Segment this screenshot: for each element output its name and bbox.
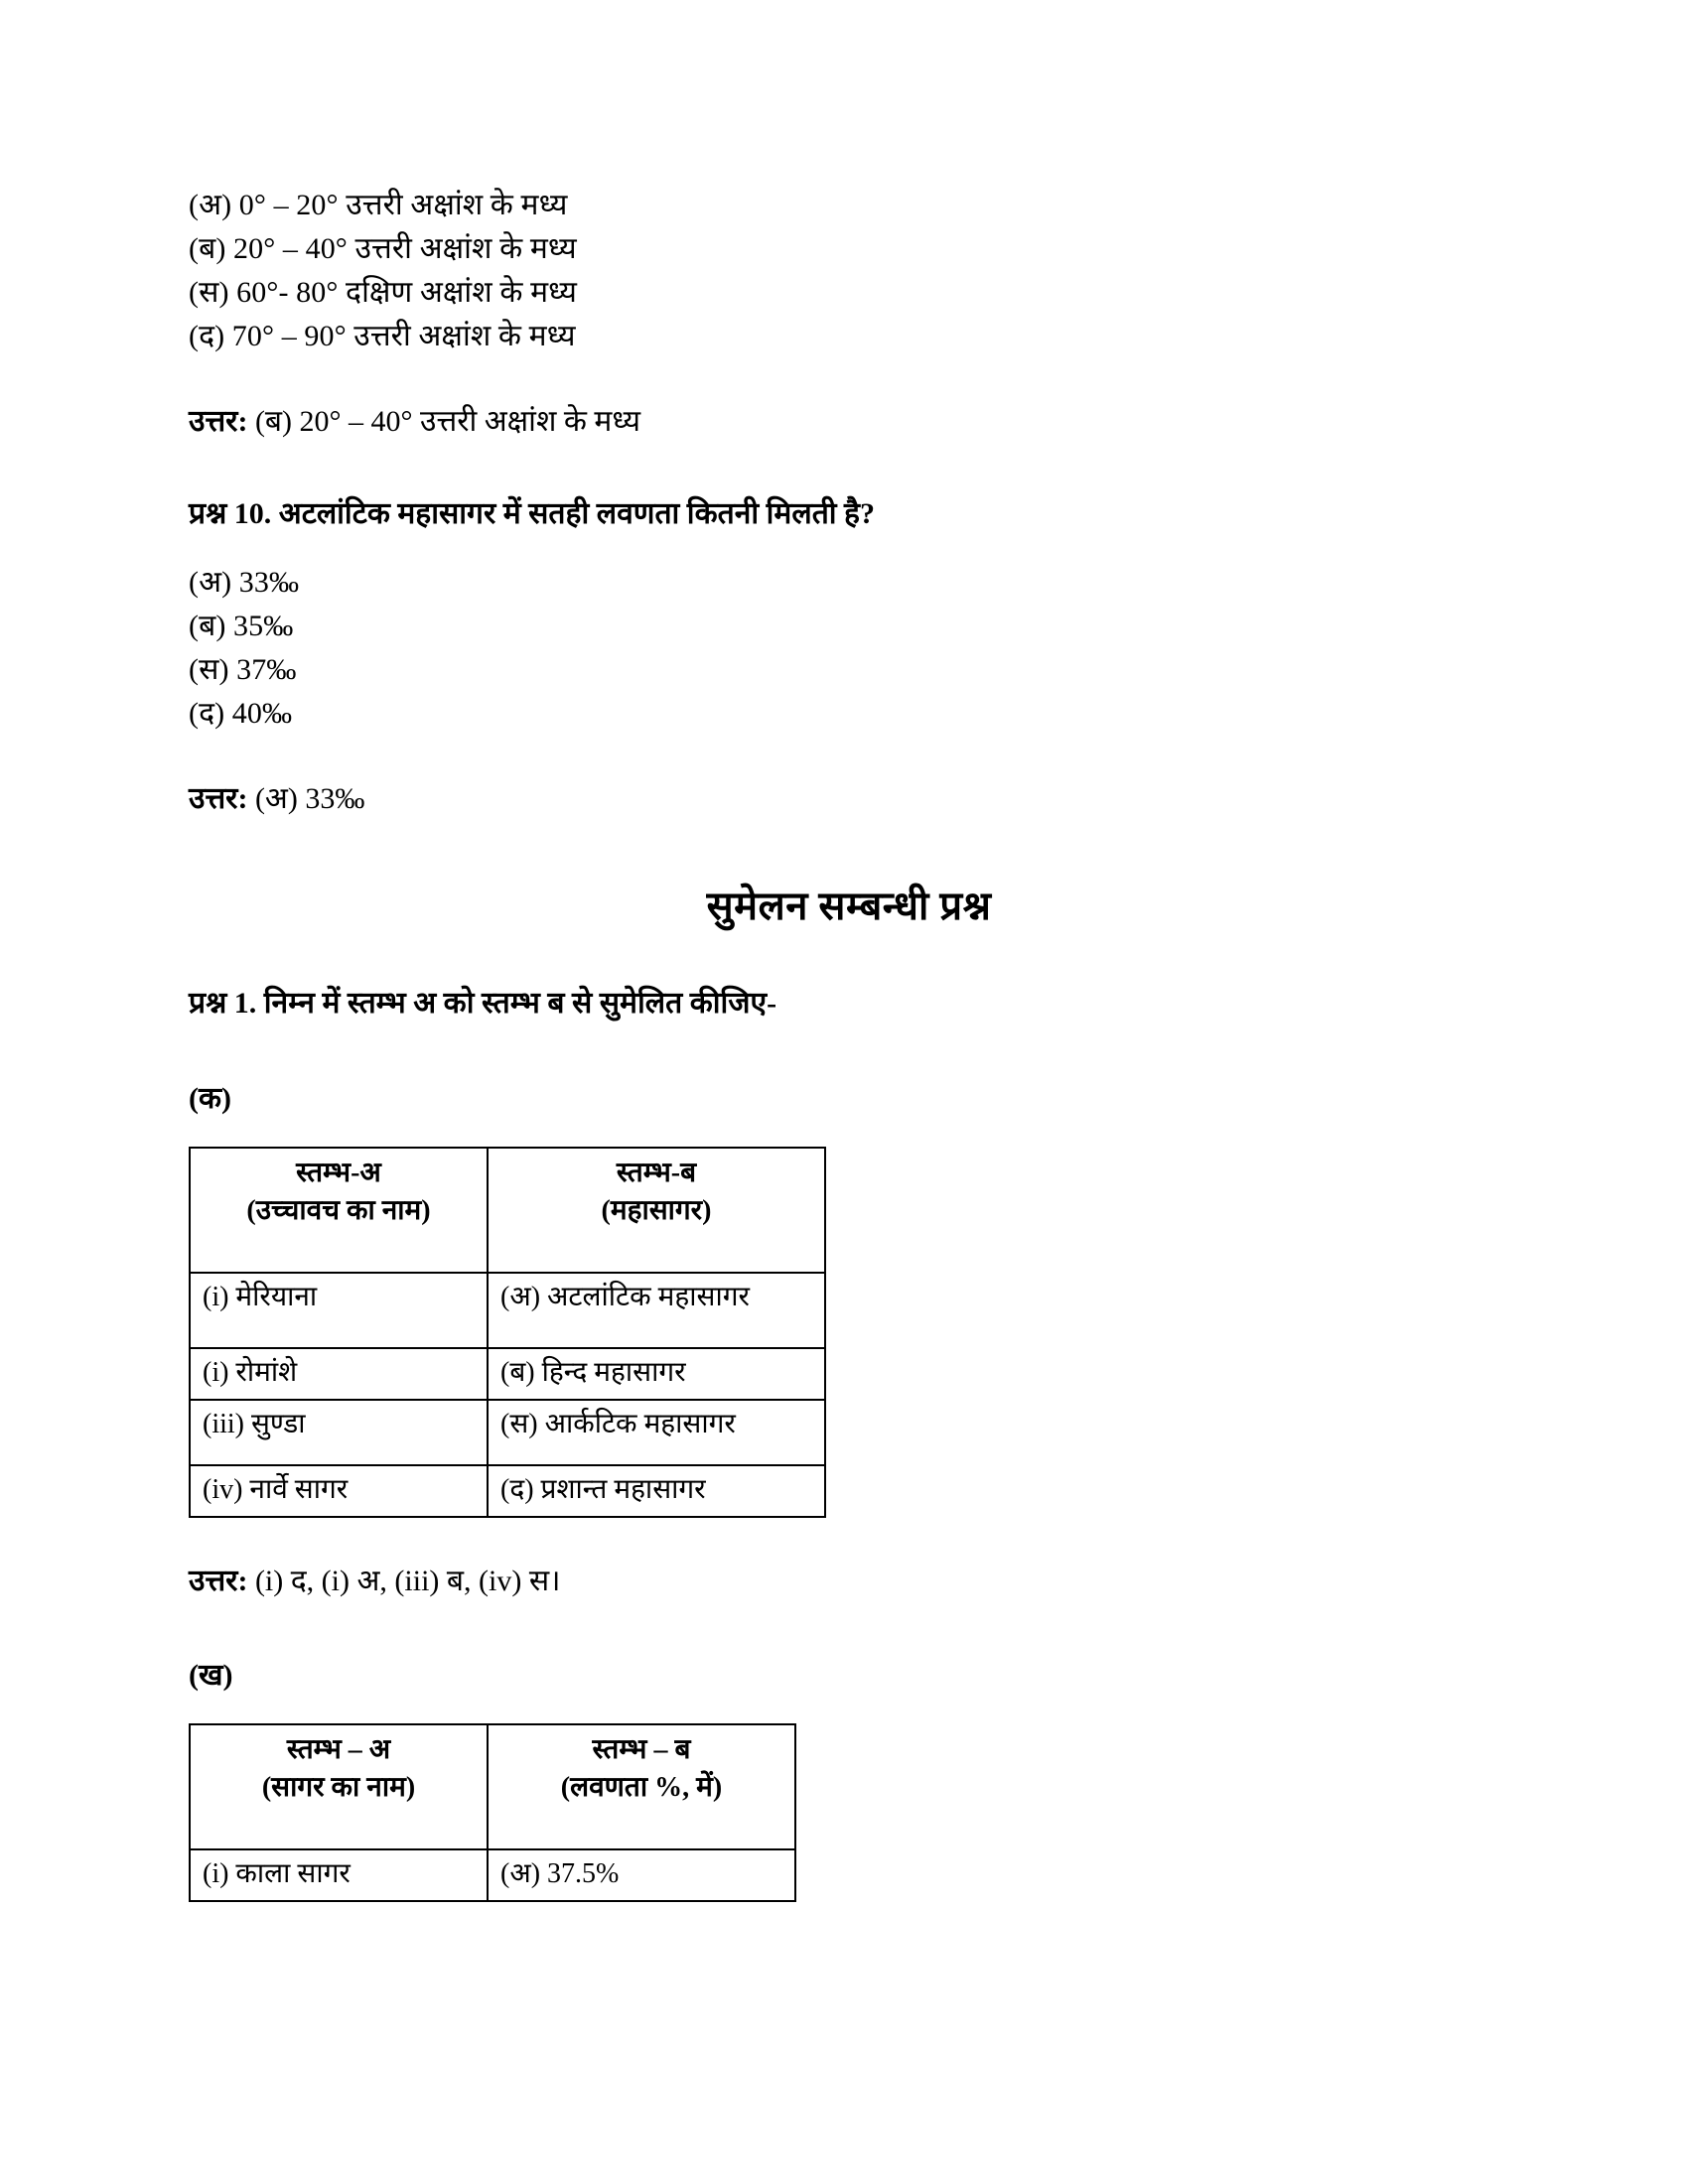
cell-text: (अ) 37.5% [500, 1858, 620, 1889]
cell-text: (अ) अटलांटिक महासागर [500, 1282, 750, 1312]
option-b: (ब) 20° – 40° उत्तरी अक्षांश के मध्य [189, 232, 577, 265]
answer-text: (ब) 20° – 40° उत्तरी अक्षांश के मध्य [254, 405, 641, 438]
answer-text: (i) द, (i) अ, (iii) ब, (iv) स। [254, 1565, 561, 1597]
question-10-answer [189, 779, 1509, 819]
spacer [189, 535, 1509, 561]
header-line-2: (सागर का नाम) [261, 1772, 416, 1803]
part-a-label: (क) [189, 1082, 232, 1115]
cell-left [190, 1273, 488, 1348]
cell-text: (i) काला सागर [203, 1858, 351, 1889]
header-line-2: (उच्चावच का नाम) [246, 1195, 431, 1226]
column-header-left [190, 1148, 488, 1273]
cell-text: (iv) नार्वे सागर [203, 1474, 349, 1505]
question-10-heading: प्रश्न 10. अटलांटिक महासागर में सतही लवणता कितनी मिलती है? [189, 497, 875, 530]
table-header-row [190, 1148, 825, 1273]
cell-right [488, 1273, 825, 1348]
cell-left [190, 1348, 488, 1400]
header-line-1: स्तम्भ – ब [592, 1734, 691, 1765]
option-d: (द) 70° – 90° उत्तरी अक्षांश के मध्य [189, 320, 576, 352]
question-1-heading: प्रश्न 1. निम्न में स्तम्भ अ को स्तम्भ ब से सुमेलित कीजिए- [189, 987, 777, 1020]
header-line-2: (महासागर) [601, 1195, 712, 1226]
option-a: (अ) 33‰ [189, 566, 300, 599]
option-c: (स) 37‰ [189, 653, 297, 686]
part-a-answer [189, 1562, 1509, 1601]
cell-text: (ब) हिन्द महासागर [500, 1357, 686, 1388]
option-c: (स) 60°- 80° दक्षिण अक्षांश के मध्य [189, 276, 578, 309]
cell-left [190, 1465, 488, 1517]
header-line-1: स्तम्भ-ब [616, 1158, 697, 1188]
header-line-2: (लवणता %, में) [560, 1772, 723, 1803]
header-line-1: स्तम्भ – अ [286, 1734, 391, 1765]
part-b-label: (ख) [189, 1659, 233, 1692]
cell-text: (i) रोमांशे [203, 1357, 298, 1388]
previous-question-options [189, 184, 1509, 358]
cell-text: (iii) सुण्डा [203, 1409, 306, 1439]
cell-right [488, 1348, 825, 1400]
question-10-options [189, 561, 1509, 736]
cell-left [190, 1849, 488, 1901]
column-header-left [190, 1724, 488, 1849]
header-line-1: स्तम्भ-अ [296, 1158, 381, 1188]
answer-label: उत्तर: [189, 405, 248, 438]
table-row [190, 1273, 825, 1348]
cell-text: (i) मेरियाना [203, 1282, 318, 1312]
cell-text: (द) प्रशान्त महासागर [500, 1474, 706, 1505]
previous-question-answer [189, 402, 1509, 442]
table-row [190, 1465, 825, 1517]
cell-left [190, 1400, 488, 1465]
table-header-row [190, 1724, 795, 1849]
cell-right [488, 1849, 795, 1901]
page-content [189, 184, 1509, 1902]
option-a: (अ) 0° – 20° उत्तरी अक्षांश के मध्य [189, 189, 568, 221]
answer-label: उत्तर: [189, 782, 248, 815]
option-d: (द) 40‰ [189, 697, 293, 730]
cell-text: (स) आर्कटिक महासागर [500, 1409, 736, 1439]
cell-right [488, 1400, 825, 1465]
column-header-right [488, 1724, 795, 1849]
section-title: सुमेलन सम्बन्धी प्रश्न [706, 884, 992, 928]
table-row [190, 1348, 825, 1400]
answer-text: (अ) 33‰ [254, 782, 365, 815]
answer-label: उत्तर: [189, 1565, 248, 1597]
option-b: (ब) 35‰ [189, 610, 294, 642]
table-row [190, 1400, 825, 1465]
column-header-right [488, 1148, 825, 1273]
match-table-a [189, 1147, 826, 1518]
cell-right [488, 1465, 825, 1517]
match-table-b [189, 1723, 796, 1902]
table-row [190, 1849, 795, 1901]
